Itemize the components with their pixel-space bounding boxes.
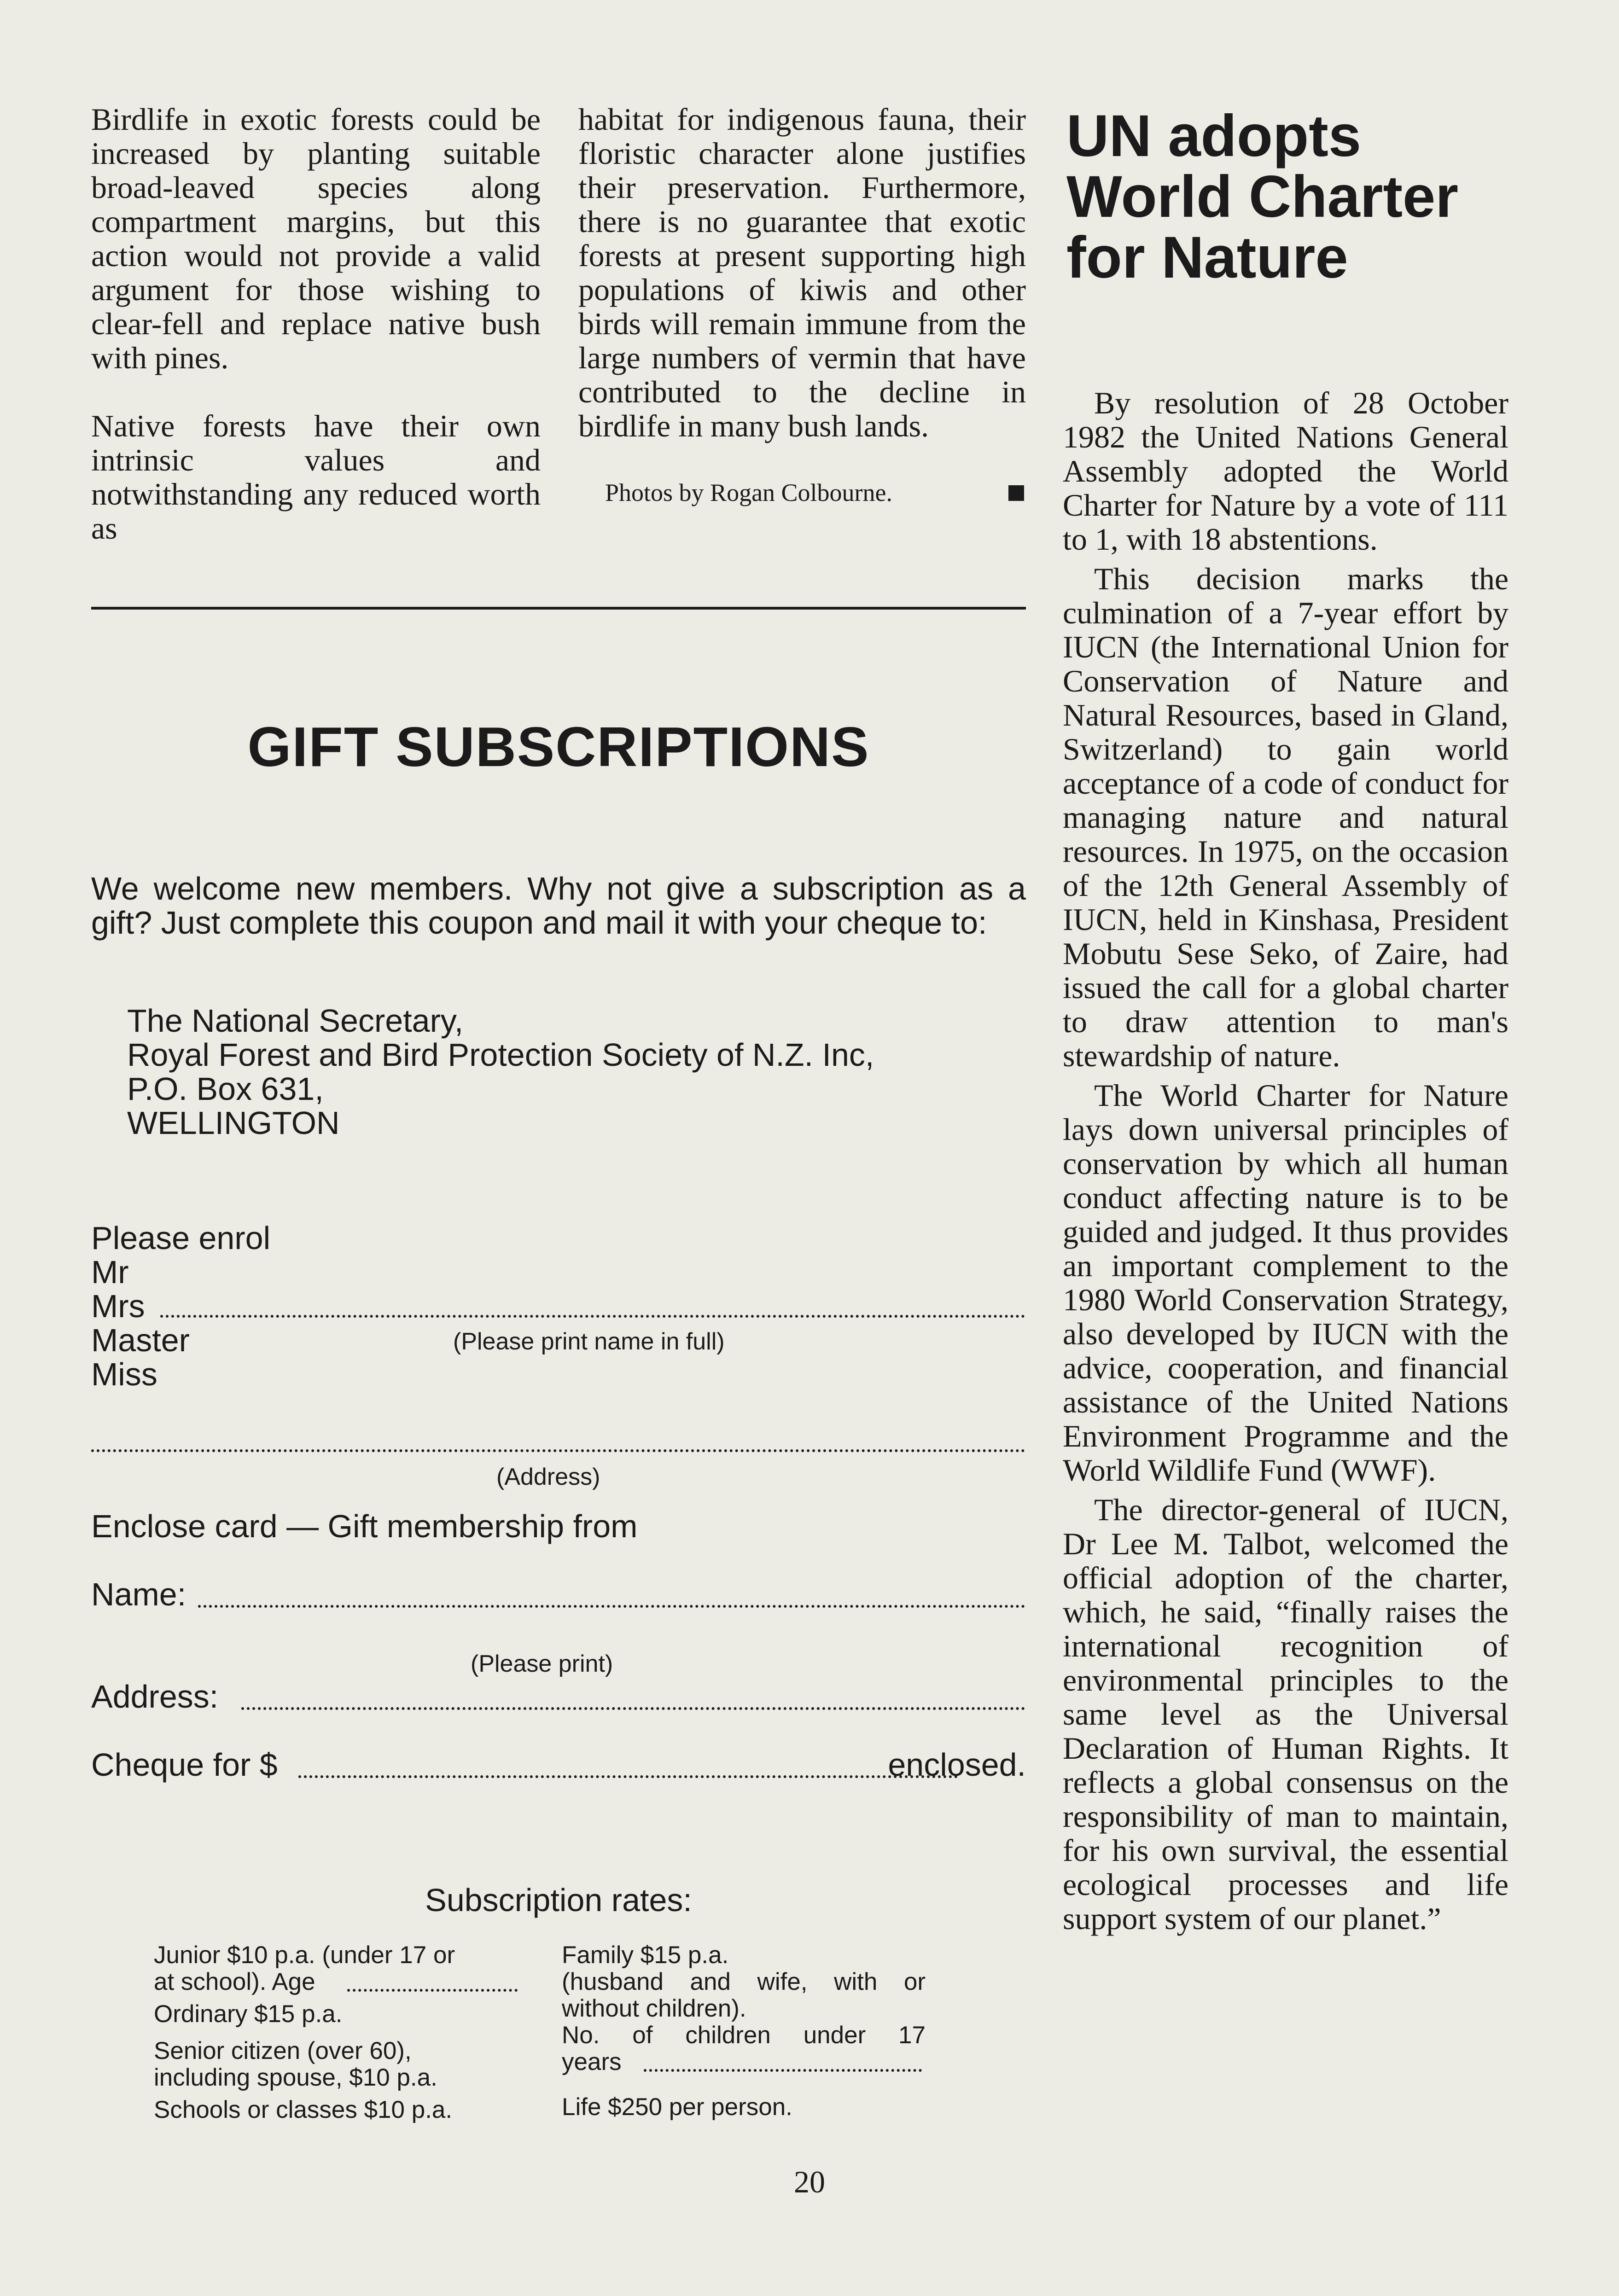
rate-senior-detail: including spouse, $10 p.a. (154, 2064, 437, 2091)
un-headline (1066, 103, 1619, 291)
rate-junior-age: at school). Age (154, 1968, 315, 1995)
rates-right (562, 1942, 926, 2121)
rate-junior: Junior $10 p.a. (under 17 or (154, 1941, 455, 1969)
cheque-line (91, 1748, 1026, 1784)
address-line: P.O. Box 631, (127, 1071, 324, 1107)
print-name-hint: (Please print name in full) (453, 1328, 725, 1355)
rate-senior: Senior citizen (over 60), (154, 2037, 412, 2064)
paragraph: Native forests have their own intrinsic values and notwithstanding any reduced worth as (91, 408, 541, 546)
paragraph: By resolution of 28 October 1982 the United Nations General Assembly adopted the World Charter for Nature by a vote of 111 to 1, with 18 abstentions. (1063, 385, 1508, 557)
children-count-field[interactable] (644, 2063, 922, 2072)
mailing-address (127, 1004, 1025, 1140)
giver-address-field[interactable] (241, 1700, 1025, 1710)
please-print-hint: (Please print) (471, 1651, 613, 1677)
rates-title: Subscription rates: (425, 1882, 692, 1918)
rate-schools: Schools or classes $10 p.a. (154, 2096, 453, 2123)
member-address-field[interactable] (91, 1442, 1025, 1452)
end-mark-icon (1008, 485, 1024, 501)
enclose-card-label: Enclose card — Gift membership from (91, 1508, 638, 1544)
address-label: Address: (91, 1679, 219, 1715)
rate-family: Family $15 p.a. (562, 1941, 729, 1969)
rate-ordinary: Ordinary $15 p.a. (154, 2000, 343, 2028)
section-divider (91, 607, 1026, 610)
address-line: Royal Forest and Bird Protection Society of N.Z. Inc, (127, 1037, 874, 1073)
cheque-label: Cheque for $ (91, 1747, 278, 1783)
un-article-body (1063, 386, 1508, 1936)
rate-children-years: years (562, 2048, 622, 2075)
age-field[interactable] (347, 1982, 518, 1992)
headline-line: World Charter (1066, 164, 1459, 230)
rate-children: No. of children under 17 (562, 2022, 926, 2049)
page-number: 20 (794, 2164, 825, 2199)
address-line: The National Secretary, (127, 1003, 464, 1039)
gift-intro: We welcome new members. Why not give a subscription as a gift? Just complete this coupon and mail it with your cheque to: (91, 871, 1026, 941)
paragraph: The director-general of IUCN, Dr Lee M. Talbot, welcomed the official adoption of the charter, which, he said, “finally raises the international recognition of environmental principles to the same level as the Universal Declaration of Human Rights. It reflects a global consensus on the responsibility of man to maintain, for his own survival, the essential ecological processes and life support system of our planet.” (1063, 1492, 1508, 1936)
rate-life: Life $250 per person. (562, 2093, 792, 2121)
photo-credit-line (605, 479, 1026, 506)
title-master: Master (91, 1322, 190, 1358)
giver-name-field[interactable] (198, 1598, 1025, 1608)
headline-line: for Nature (1066, 225, 1348, 291)
title-miss: Miss (91, 1356, 157, 1392)
rates-left (154, 1942, 522, 2123)
paragraph: habitat for indigenous fauna, their floristic character alone justifies their preservation. Furthermore, there is no guarantee that exotic forests at present supporting high populations of kiwis and other birds will remain immune from the large numbers of vermin that have contributed to the decline in birdlife in many bush lands. (578, 102, 1026, 443)
photo-credit: Photos by Rogan Colbourne. (605, 479, 893, 506)
cheque-amount-field[interactable] (298, 1768, 958, 1778)
address-line: WELLINGTON (127, 1105, 340, 1141)
rate-family-detail-2: without children). (562, 1995, 746, 2022)
paragraph: Birdlife in exotic forests could be increased by planting suitable broad-leaved species along compartment margins, but this action would not provide a valid argument for those wishing to clear-fell and replace native bush with pines. (91, 102, 541, 375)
article-column-1 (91, 102, 541, 545)
article-column-2 (578, 102, 1026, 443)
address-hint: (Address) (496, 1464, 600, 1490)
gift-title: GIFT SUBSCRIPTIONS (247, 715, 870, 778)
headline-line: UN adopts (1066, 103, 1361, 169)
paragraph: The World Charter for Nature lays down universal principles of conservation by which all human conduct affecting nature is to be guided and judged. It thus provides an important complement to the 1980 World Conservation Strategy, also developed by IUCN with the advice, cooperation, and financial assistance of the United Nations Environment Programme and the World Wildlife Fund (WWF). (1063, 1078, 1508, 1488)
enclosed-label: enclosed. (888, 1747, 1026, 1783)
title-mr: Mr (91, 1254, 129, 1290)
paragraph: This decision marks the culmination of a 7-year effort by IUCN (the International Union for Conservation of Nature and Natural Resources, based in Gland, Switzerland) to gain world acceptance of a code of conduct for managing nature and natural resources. In 1975, on the occasion of the 12th General Assembly of IUCN, held in Kinshasa, President Mobutu Sese Seko, of Zaire, had issued the call for a global charter to draw attention to man's stewardship of nature. (1063, 561, 1508, 1073)
please-enrol-label: Please enrol (91, 1220, 271, 1256)
name-label: Name: (91, 1576, 186, 1612)
title-mrs: Mrs (91, 1288, 145, 1324)
member-name-field[interactable] (160, 1308, 1025, 1318)
rate-family-detail: (husband and wife, with or (562, 1968, 926, 1995)
